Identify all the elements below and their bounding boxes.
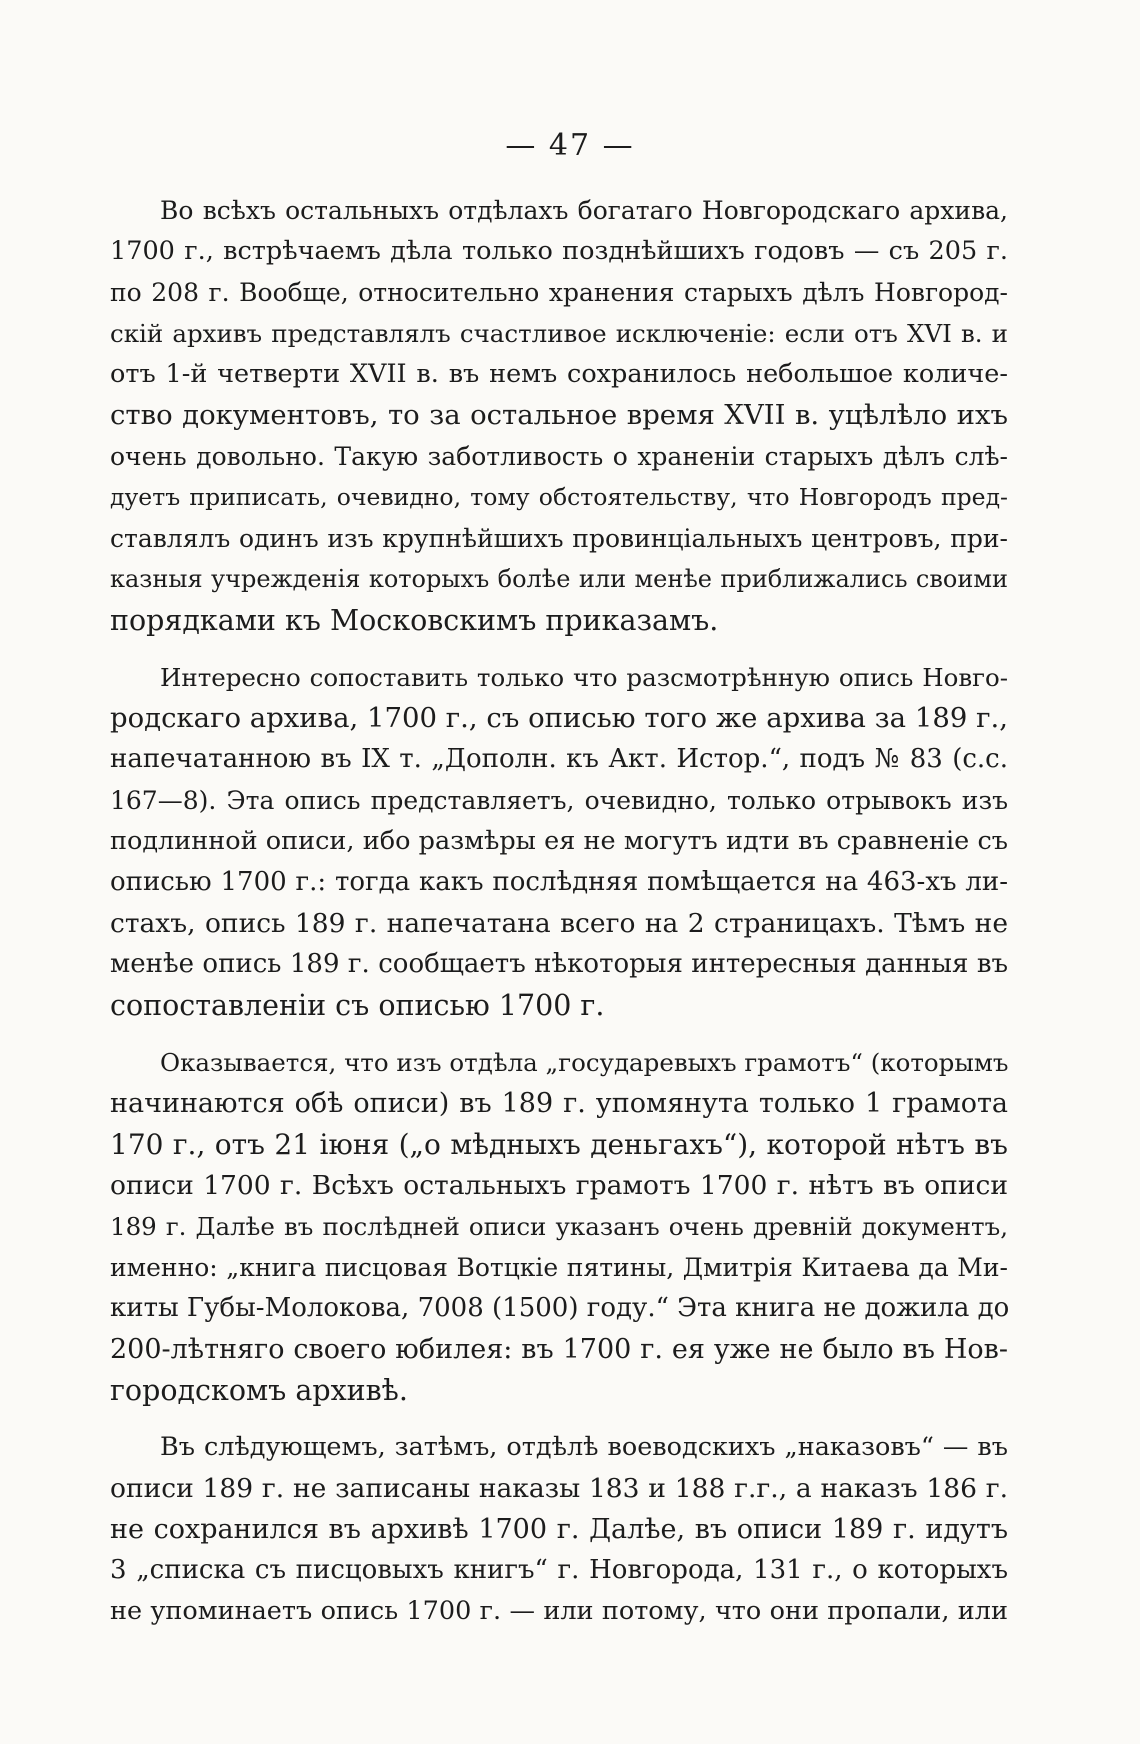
text-line: 189 г. Далѣе въ послѣдней описи указанъ очень древній документъ,	[110, 1212, 1008, 1241]
text-line: не упоминаетъ опись 1700 г. — или потому, что они пропали, или	[110, 1596, 1008, 1626]
text-line: стахъ, опись 189 г. напечатана всего на 2 страницахъ. Тѣмъ не	[110, 908, 1008, 939]
text-line: 167—8). Эта опись представляетъ, очевидно, только отрывокъ изъ	[110, 786, 1008, 815]
page-number: — 47 —	[505, 128, 635, 163]
text-line: скій архивъ представлялъ счастливое исключеніе: если отъ XVI в. и	[110, 319, 1008, 348]
text-line: по 208 г. Вообще, относительно хранения старыхъ дѣлъ Новгород-	[110, 278, 1008, 307]
text-line: 170 г., отъ 21 іюня („о мѣдныхъ деньгахъ“), которой нѣтъ въ	[110, 1128, 1008, 1161]
text-line: именно: „книга писцовая Вотцкіе пятины, Дмитрія Китаева да Ми-	[110, 1253, 1008, 1282]
text-line: 3 „списка съ писцовыхъ книгъ“ г. Новгорода, 131 г., о которыхъ	[110, 1555, 1008, 1585]
text-line: сопоставленіи съ описью 1700 г.	[110, 989, 605, 1022]
paragraph-4	[110, 1427, 1008, 1632]
text-line: родскаго архива, 1700 г., съ описью того же архива за 189 г.,	[110, 702, 1008, 734]
paragraph-3	[110, 1042, 1008, 1411]
text-line: ство документовъ, то за остальное время XVII в. уцѣлѣло ихъ	[110, 399, 1008, 431]
text-line: киты Губы-Молокова, 7008 (1500) году.“ Эта книга не дожила до	[110, 1293, 1010, 1323]
text-line: описи 1700 г. Всѣхъ остальныхъ грамотъ 1700 г. нѣтъ въ описи	[110, 1170, 1008, 1201]
text-line: 200-лѣтняго своего юбилея: въ 1700 г. ея уже не было въ Нов-	[110, 1334, 1008, 1365]
text-line: Въ слѣдующемъ, затѣмъ, отдѣлѣ воеводскихъ „наказовъ“ — въ	[160, 1432, 1008, 1462]
text-line: начинаются обѣ описи) въ 189 г. упомянута только 1 грамота	[110, 1088, 1008, 1119]
paragraph-2	[110, 657, 1008, 1026]
text-line: Интересно сопоставить только что разсмотрѣнную опись Новго-	[160, 663, 1008, 692]
text-line: казныя учрежденія которыхъ болѣе или менѣе приближались своими	[110, 565, 1008, 593]
text-line: 1700 г., встрѣчаемъ дѣла только позднѣйшихъ годовъ — съ 205 г.	[110, 236, 1008, 266]
paragraph-1	[110, 190, 1008, 641]
text-line: подлинной описи, ибо размѣры ея не могутъ идти въ сравненіе съ	[110, 826, 1008, 856]
text-line: порядками къ Московскимъ приказамъ.	[110, 604, 719, 637]
text-line: Во всѣхъ остальныхъ отдѣлахъ богатаго Новгородскаго архива,	[160, 196, 1008, 225]
body-text	[110, 190, 1008, 1632]
text-line: очень довольно. Такую заботливость о храненіи старыхъ дѣлъ слѣ-	[110, 442, 1008, 471]
text-line: не сохранился въ архивѣ 1700 г. Далѣе, въ описи 189 г. идутъ	[110, 1514, 1008, 1545]
text-line: городскомъ архивѣ.	[110, 1374, 408, 1407]
text-line: дуетъ приписать, очевидно, тому обстоятельству, что Новгородъ пред-	[110, 483, 1008, 511]
text-line: Оказывается, что изъ отдѣла „государевыхъ грамотъ“ (которымъ	[160, 1048, 1009, 1077]
text-line: отъ 1-й четверти XVII в. въ немъ сохранилось небольшое количе-	[110, 359, 1008, 389]
text-line: описи 189 г. не записаны наказы 183 и 188 г.г., а наказъ 186 г.	[110, 1473, 1008, 1504]
text-line: менѣе опись 189 г. сообщаетъ нѣкоторыя интересныя данныя въ	[110, 949, 1008, 979]
text-line: описью 1700 г.: тогда какъ послѣдняя помѣщается на 463-хъ ли-	[110, 867, 1008, 897]
text-line: ставлялъ одинъ изъ крупнѣйшихъ провинціальныхъ центровъ, при-	[110, 524, 1008, 553]
text-line: напечатанною въ IX т. „Дополн. къ Акт. Истор.“, подъ № 83 (с.с.	[110, 744, 1008, 774]
